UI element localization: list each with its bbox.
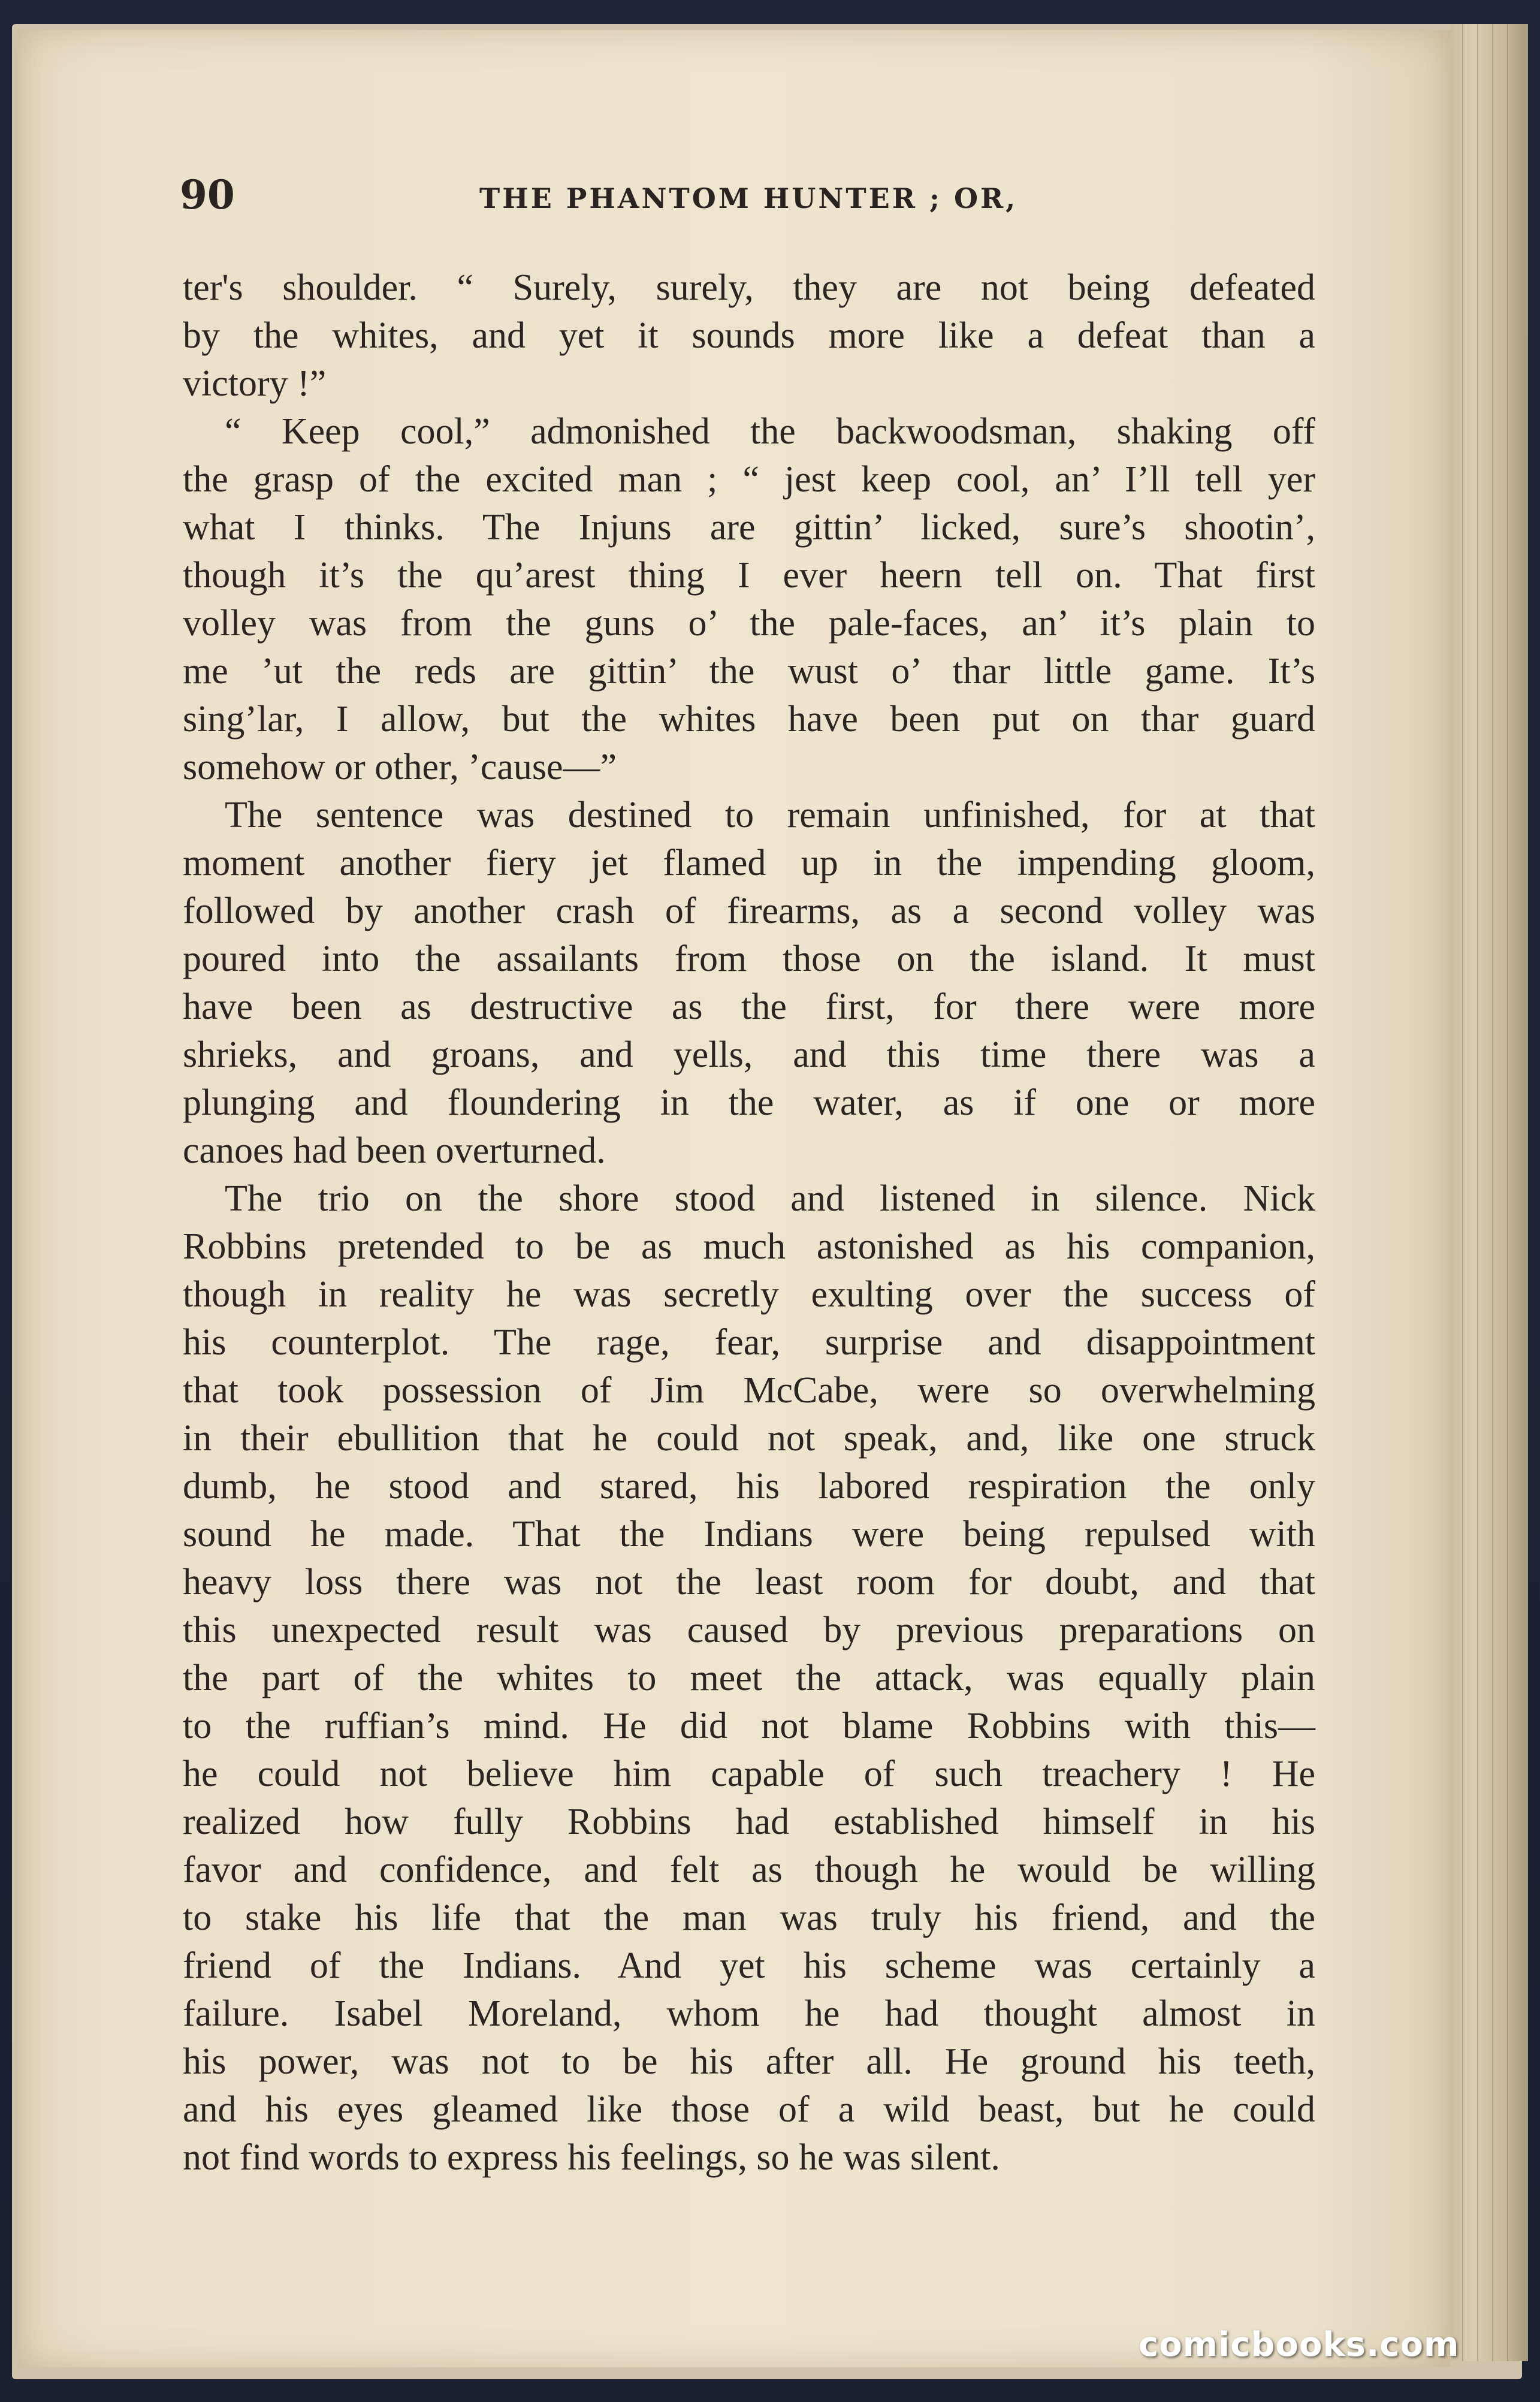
text-line: Robbins pretended to be as much astonished as his companion, xyxy=(183,1226,1315,1267)
text-line: that took possession of Jim McCabe, were so overwhelming xyxy=(183,1370,1315,1411)
text-line: though it’s the qu’arest thing I ever heern tell on. That first xyxy=(183,555,1315,596)
page-edge-line xyxy=(1507,24,1508,2361)
running-head xyxy=(180,171,1318,219)
text-line: ter's shoulder. “ Surely, surely, they are not being defeated xyxy=(183,267,1315,308)
text-line: in their ebullition that he could not speak, and, like one struck xyxy=(183,1418,1315,1459)
text-line: The sentence was destined to remain unfinished, for at that xyxy=(225,795,1315,835)
text-line: though in reality he was secretly exulting over the success of xyxy=(183,1274,1315,1315)
text-line: somehow or other, ’cause—” xyxy=(183,747,617,787)
text-line: by the whites, and yet it sounds more like a defeat than a xyxy=(183,315,1315,356)
text-line: volley was from the guns o’ the pale-faces, an’ it’s plain to xyxy=(183,603,1315,644)
text-line: have been as destructive as the first, for there were more xyxy=(183,986,1315,1027)
text-line: The trio on the shore stood and listened in silence. Nick xyxy=(225,1178,1315,1219)
text-line: me ’ut the reds are gittin’ the wust o’ thar little game. It’s xyxy=(183,651,1315,692)
text-line: realized how fully Robbins had established himself in his xyxy=(183,1802,1315,1842)
text-line: favor and confidence, and felt as though he would be willing xyxy=(183,1849,1315,1890)
text-line: his counterplot. The rage, fear, surprise and disappointment xyxy=(183,1322,1315,1363)
page-edge-line xyxy=(1492,24,1493,2361)
text-line: what I thinks. The Injuns are gittin’ licked, sure’s shootin’, xyxy=(183,507,1315,548)
text-line: “ Keep cool,” admonished the backwoodsman, shaking off xyxy=(225,411,1315,452)
text-line: to stake his life that the man was truly his friend, and the xyxy=(183,1897,1315,1938)
text-line: failure. Isabel Moreland, whom he had thought almost in xyxy=(183,1993,1315,2034)
text-line: not find words to express his feelings, so he was silent. xyxy=(183,2137,1000,2178)
text-line: the grasp of the excited man ; “ jest keep cool, an’ I’ll tell yer xyxy=(183,459,1315,500)
text-line: he could not believe him capable of such treachery ! He xyxy=(183,1754,1315,1794)
text-line: followed by another crash of firearms, as a second volley was xyxy=(183,891,1315,931)
running-title: THE PHANTOM HUNTER ; OR, xyxy=(479,182,1018,215)
text-line: shrieks, and groans, and yells, and this time there was a xyxy=(183,1034,1315,1075)
page-edge-line xyxy=(1462,24,1463,2361)
text-line: plunging and floundering in the water, as if one or more xyxy=(183,1082,1315,1123)
text-line: to the ruffian’s mind. He did not blame Robbins with this— xyxy=(183,1706,1315,1746)
page-edge-line xyxy=(1477,24,1478,2361)
text-line: sing’lar, I allow, but the whites have been put on thar guard xyxy=(183,699,1315,740)
text-line: moment another fiery jet flamed up in the impending gloom, xyxy=(183,843,1315,883)
site-watermark: comicbooks.com xyxy=(1139,2325,1460,2364)
text-line: his power, was not to be his after all. He ground his teeth, xyxy=(183,2041,1315,2082)
page-number: 90 xyxy=(180,171,235,218)
text-line: friend of the Indians. And yet his scheme was certainly a xyxy=(183,1945,1315,1986)
text-line: dumb, he stood and stared, his labored respiration the only xyxy=(183,1466,1315,1507)
text-line: heavy loss there was not the least room for doubt, and that xyxy=(183,1562,1315,1603)
text-line: poured into the assailants from those on the island. It must xyxy=(183,939,1315,979)
text-line: and his eyes gleamed like those of a wild beast, but he could xyxy=(183,2089,1315,2130)
text-line: sound he made. That the Indians were being repulsed with xyxy=(183,1514,1315,1555)
body-text xyxy=(183,264,1315,2181)
text-line: the part of the whites to meet the attack, was equally plain xyxy=(183,1658,1315,1698)
text-line: this unexpected result was caused by previous preparations on xyxy=(183,1610,1315,1650)
text-line: victory !” xyxy=(183,363,327,404)
text-line: canoes had been overturned. xyxy=(183,1130,606,1171)
page-edges xyxy=(1450,24,1528,2361)
